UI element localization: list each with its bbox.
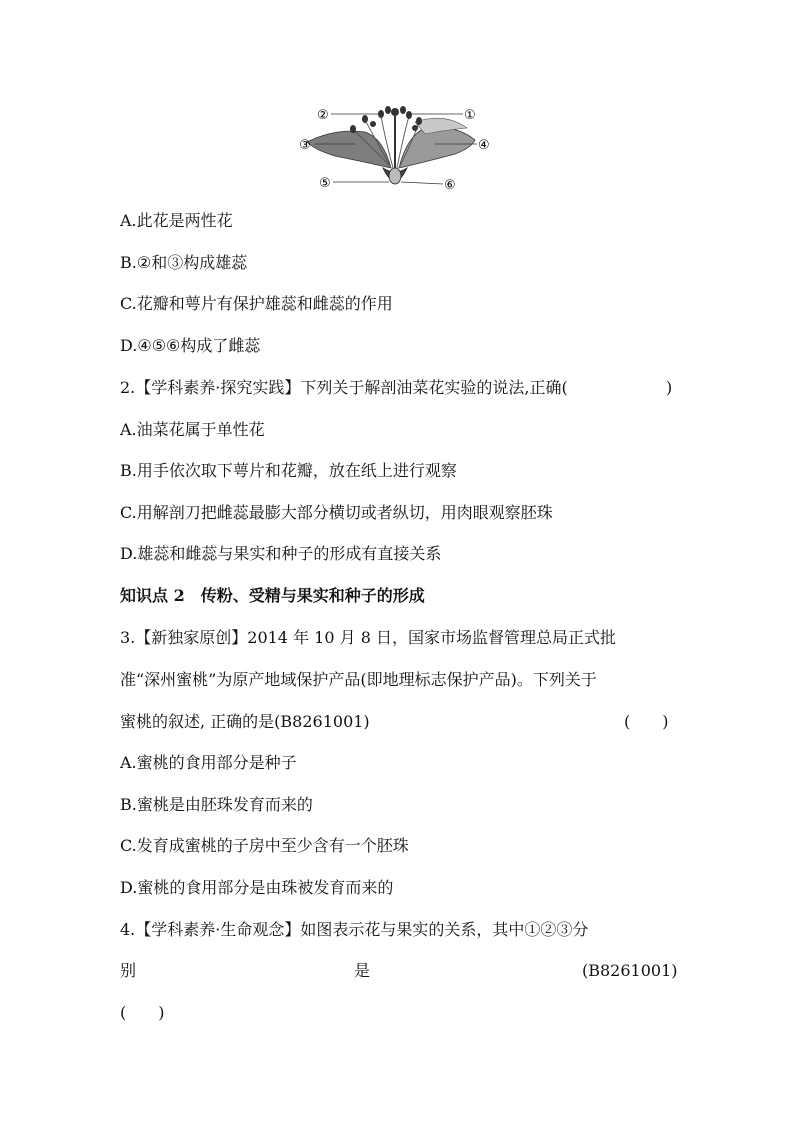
- q2-stem: 2.【学科素养·探究实践】下列关于解剖油菜花实验的说法,正确(: [120, 378, 568, 397]
- petal-left: [307, 131, 391, 168]
- q3-stem-line1: 3.【新独家原创】2014 年 10 月 8 日，国家市场监督管理总局正式批: [120, 628, 616, 647]
- q3-answer-paren: ( ): [624, 712, 669, 731]
- ovary: [389, 168, 401, 184]
- label-2: ②: [317, 108, 329, 123]
- q3-option-a: A.蜜桃的食用部分是种子: [120, 753, 297, 772]
- q2-option-a: A.油菜花属于单性花: [120, 420, 265, 439]
- label-3: ③: [299, 138, 311, 153]
- q4-answer-paren: ( ): [120, 1003, 165, 1022]
- section-heading: 知识点 2 传粉、受精与果实和种子的形成: [120, 586, 425, 605]
- anthers: [350, 106, 422, 133]
- q2-option-b: B.用手依次取下萼片和花瓣，放在纸上进行观察: [120, 461, 457, 480]
- q3-option-b: B.蜜桃是由胚珠发育而来的: [120, 795, 313, 814]
- q3-option-d: D.蜜桃的食用部分是由珠被发育而来的: [120, 878, 394, 897]
- q3-option-c: C.发育成蜜桃的子房中至少含有一个胚珠: [120, 836, 409, 855]
- q1-option-b: B.②和③构成雄蕊: [120, 253, 248, 272]
- q1-option-c: C.花瓣和萼片有保护雄蕊和雌蕊的作用: [120, 294, 393, 313]
- label-5: ⑤: [319, 176, 331, 191]
- label-6: ⑥: [444, 178, 456, 193]
- q2-answer-paren-close: ): [666, 378, 673, 397]
- label-4: ④: [478, 138, 490, 153]
- q2-option-c: C.用解剖刀把雌蕊最膨大部分横切或者纵切，用肉眼观察胚珠: [120, 503, 553, 522]
- q2-option-d: D.雄蕊和雌蕊与果实和种子的形成有直接关系: [120, 544, 442, 563]
- q1-option-d: D.④⑤⑥构成了雌蕊: [120, 336, 261, 355]
- flower-diagram: [295, 98, 495, 196]
- q1-option-a: A.此花是两性花: [120, 211, 233, 230]
- petal-right: [399, 127, 475, 168]
- q4-stem-line2-b: 是: [354, 961, 371, 980]
- q4-stem-line2-c: (B8261001): [582, 961, 678, 980]
- q4-stem-line1: 4.【学科素养·生命观念】如图表示花与果实的关系，其中①②③分: [120, 920, 589, 939]
- label-1: ①: [464, 108, 476, 123]
- q4-stem-line2-a: 别: [120, 961, 137, 980]
- q3-stem-line3: 蜜桃的叙述, 正确的是(B8261001): [120, 712, 370, 731]
- q3-stem-line2: 准“深州蜜桃”为原产地域保护产品(即地理标志保护产品)。下列关于: [120, 670, 597, 689]
